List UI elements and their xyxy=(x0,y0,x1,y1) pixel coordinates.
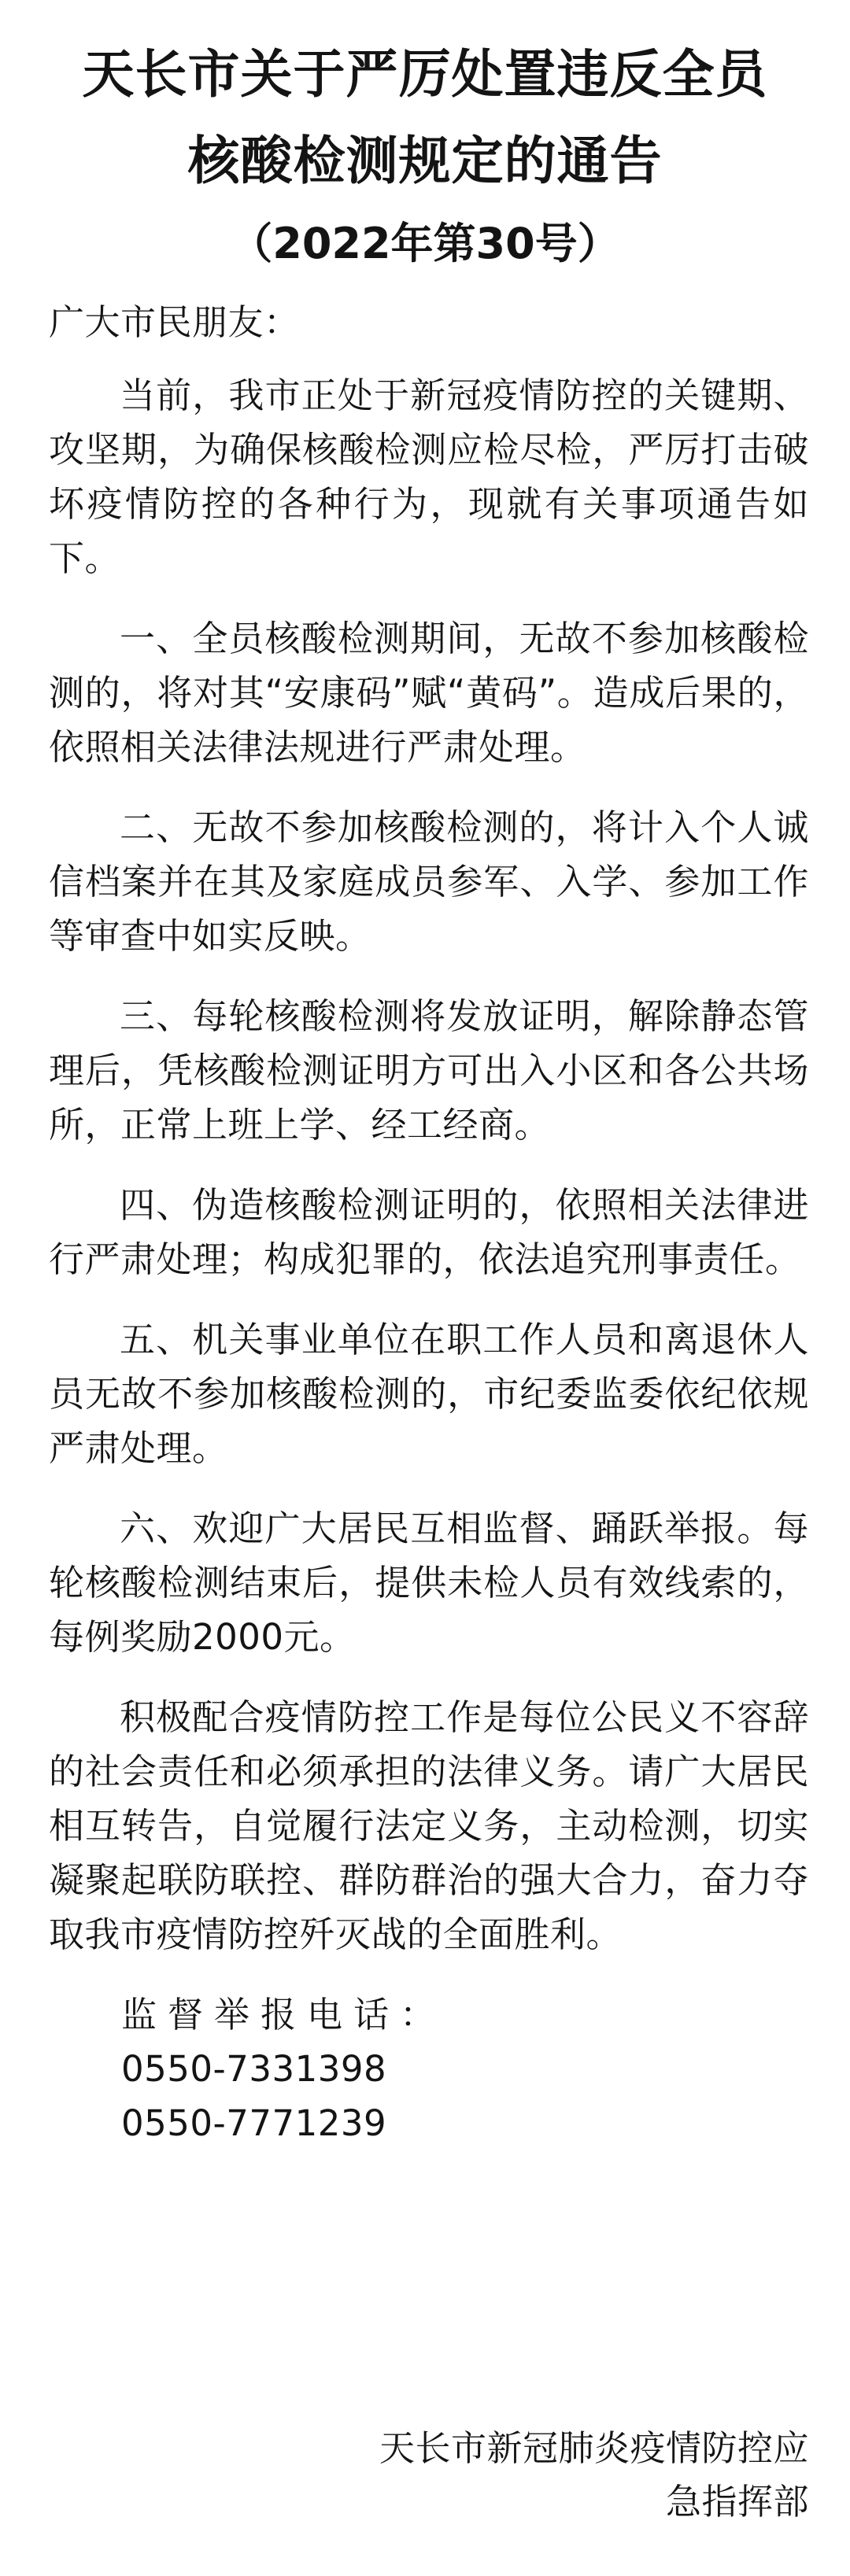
paragraph-item-5: 五、机关事业单位在职工作人员和离退休人员无故不参加核酸检测的，市纪委监委依纪依规严肃处理。 xyxy=(49,1319,809,1469)
paragraph-item-2: 二、无故不参加核酸检测的，将计入个人诚信档案并在其及家庭成员参军、入学、参加工作等审查中如实反映。 xyxy=(49,806,809,957)
issuer-signature xyxy=(305,2422,809,2529)
paragraph-intro: 当前，我市正处于新冠疫情防控的关键期、攻坚期，为确保核酸检测应检尽检，严厉打击破坏疫情防控的各种行为，现就有关事项通告如下。 xyxy=(49,375,809,579)
signature-line-2: 急指挥部 xyxy=(665,2481,809,2522)
notice-body xyxy=(49,295,809,2150)
title-block xyxy=(0,31,850,283)
contact-label: 监督举报电话： xyxy=(121,1994,447,2035)
paragraph-item-3: 三、每轮核酸检测将发放证明，解除静态管理后，凭核酸检测证明方可出入小区和各公共场所，正常上班上学、经工经商。 xyxy=(49,995,809,1146)
paragraph-item-1: 一、全员核酸检测期间，无故不参加核酸检测的，将对其“安康码”赋“黄码”。造成后果的，依照相关法律法规进行严肃处理。 xyxy=(49,618,809,768)
signature-line-1: 天长市新冠肺炎疫情防控应 xyxy=(379,2427,809,2469)
phone-number-1[interactable]: 0550-7331398 xyxy=(121,2048,387,2090)
title-line-1: 天长市关于严厉处置违反全员 xyxy=(82,44,768,105)
paragraph-conclusion: 积极配合疫情防控工作是每位公民义不容辞的社会责任和必须承担的法律义务。请广大居民相互转告，自觉履行法定义务，主动检测，切实凝聚起联防联控、群防群治的强大合力，奋力夺取我市疫情防控歼灭战的全面胜利。 xyxy=(49,1696,809,1955)
paragraph-item-4: 四、伪造核酸检测证明的，依照相关法律进行严肃处理；构成犯罪的，依法追究刑事责任。 xyxy=(49,1184,809,1280)
title-line-2: 核酸检测规定的通告 xyxy=(187,131,663,191)
phone-number-2[interactable]: 0550-7771239 xyxy=(121,2102,387,2144)
greeting: 广大市民朋友： xyxy=(49,301,300,343)
contact-block xyxy=(49,1987,809,2150)
paragraph-item-6: 六、欢迎广大居民互相监督、踊跃举报。每轮核酸检测结束后，提供未检人员有效线索的，每例奖励2000元。 xyxy=(49,1508,809,1658)
notice-number: （2022年第30号） xyxy=(230,219,620,268)
